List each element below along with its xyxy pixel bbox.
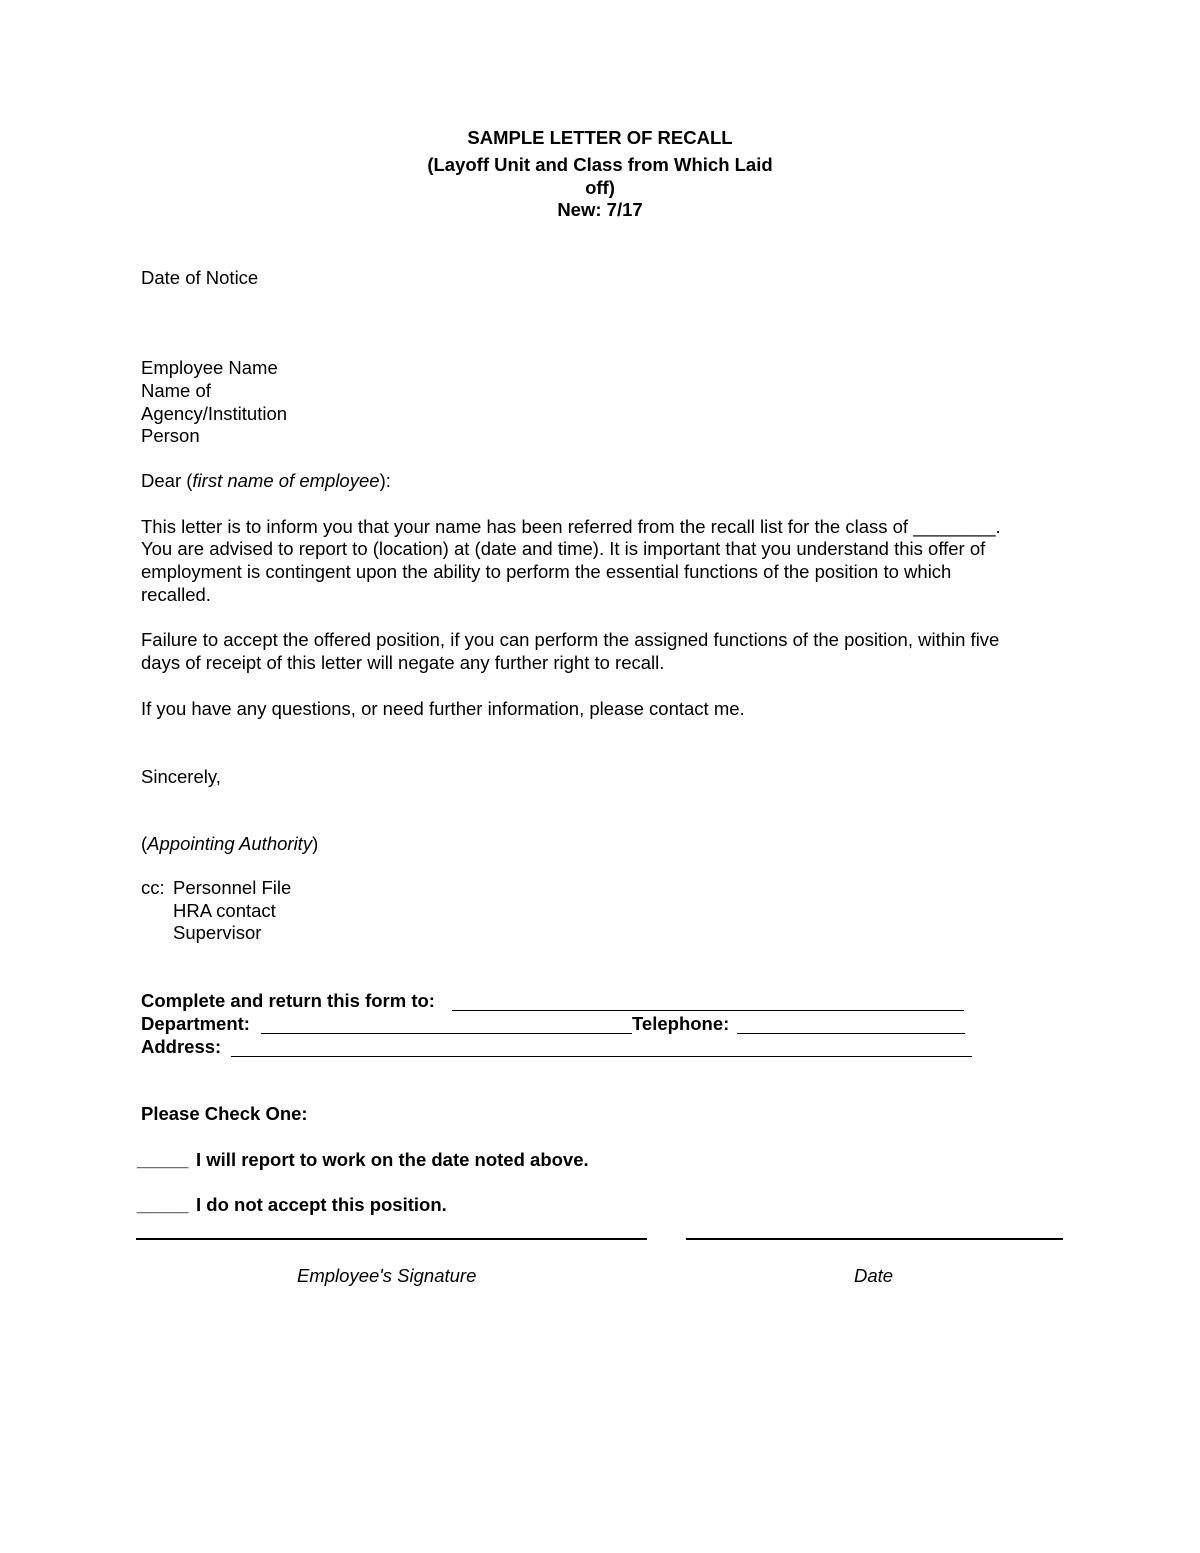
option1-label: I will report to work on the date noted above. <box>196 1149 589 1170</box>
department-label: Department: <box>141 1013 250 1034</box>
date-label: Date <box>854 1265 894 1286</box>
option2-checkbox-blank[interactable]: _____ <box>137 1194 189 1215</box>
document-subtitle-line2: off) <box>585 177 615 198</box>
address-name-of: Name of <box>141 380 211 401</box>
date-signature-line[interactable] <box>686 1238 1063 1240</box>
authority-close-paren: ) <box>312 833 319 854</box>
authority-open-paren: ( <box>141 833 148 854</box>
option2-label: I do not accept this position. <box>196 1194 447 1215</box>
salutation-prefix: Dear ( <box>141 470 193 491</box>
body-p1-line2: You are advised to report to (location) at (date and time). It is important that you understand this offer of <box>141 538 986 559</box>
employee-signature-line[interactable] <box>136 1238 647 1240</box>
complete-return-label: Complete and return this form to: <box>141 990 435 1011</box>
option1-checkbox-blank[interactable]: _____ <box>137 1149 189 1170</box>
document-subtitle-line1: (Layoff Unit and Class from Which Laid <box>427 154 773 175</box>
telephone-field[interactable] <box>737 1033 965 1034</box>
date-of-notice: Date of Notice <box>141 267 259 288</box>
document-title: SAMPLE LETTER OF RECALL <box>467 127 733 148</box>
salutation <box>141 470 391 493</box>
check-heading: Please Check One: <box>141 1103 308 1124</box>
telephone-label: Telephone: <box>632 1013 730 1034</box>
body-p1-line1: This letter is to inform you that your name has been referred from the recall list for the class of ________. <box>141 516 1001 537</box>
address-person: Person <box>141 425 200 446</box>
address-employee-name: Employee Name <box>141 357 278 378</box>
closing-appointing-authority <box>141 833 318 856</box>
body-p2-line2: days of receipt of this letter will negate any further right to recall. <box>141 652 665 673</box>
body-p1-line4: recalled. <box>141 584 211 605</box>
cc-item-personnel-file: Personnel File <box>173 877 292 898</box>
closing-sincerely: Sincerely, <box>141 766 221 787</box>
cc-item-hra-contact: HRA contact <box>173 900 276 921</box>
cc-item-supervisor: Supervisor <box>173 922 262 943</box>
department-field[interactable] <box>261 1033 632 1034</box>
employee-signature-label: Employee's Signature <box>297 1265 477 1286</box>
complete-return-field[interactable] <box>452 1010 964 1011</box>
address-field[interactable] <box>231 1056 972 1057</box>
document-version: New: 7/17 <box>557 199 643 220</box>
address-label: Address: <box>141 1036 222 1057</box>
cc-label: cc: <box>141 877 165 898</box>
body-p1-line3: employment is contingent upon the ability to perform the essential functions of the position to which <box>141 561 952 582</box>
salutation-placeholder: first name of employee <box>192 470 380 491</box>
body-p2-line1: Failure to accept the offered position, if you can perform the assigned functions of the position, within five <box>141 629 1000 650</box>
address-agency: Agency/Institution <box>141 403 288 424</box>
authority-placeholder: Appointing Authority <box>147 833 313 854</box>
body-p3: If you have any questions, or need further information, please contact me. <box>141 698 745 719</box>
salutation-suffix: ): <box>379 470 391 491</box>
